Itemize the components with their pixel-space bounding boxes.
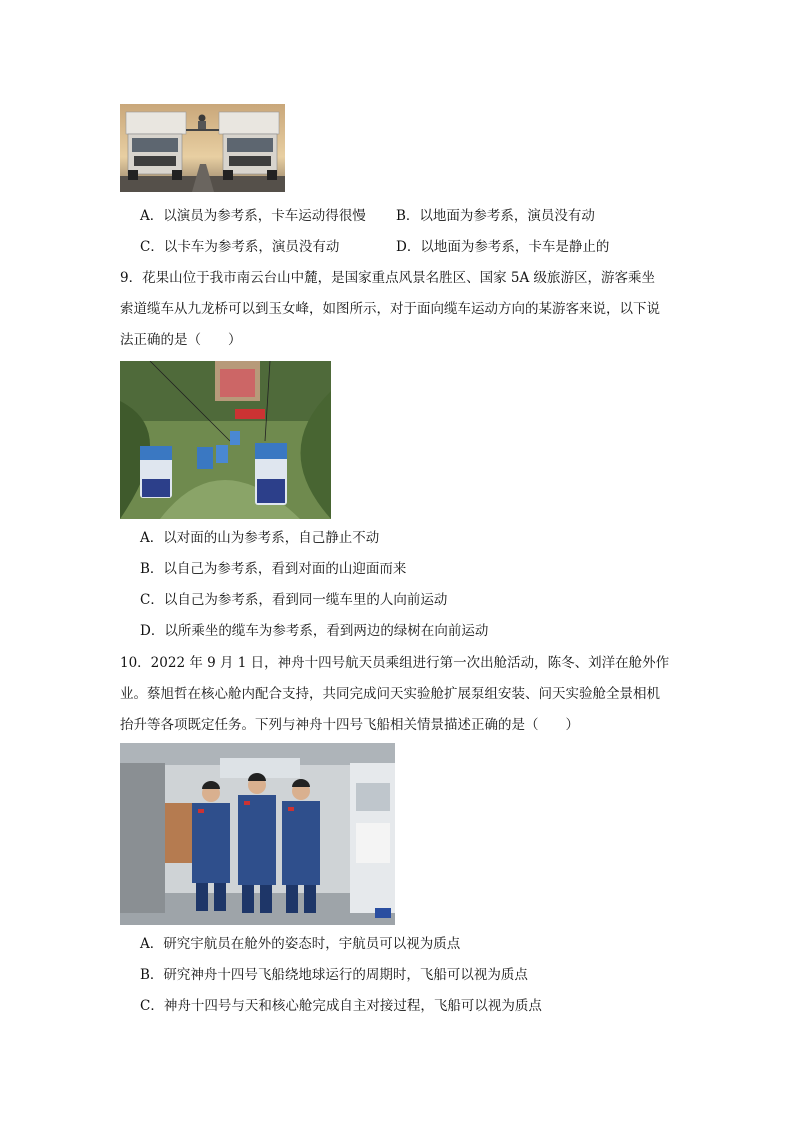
q8-option-a: A．以演员为参考系，卡车运动得很慢 bbox=[140, 208, 366, 224]
q9-option-c: C．以自己为参考系，看到同一缆车里的人向前运动 bbox=[140, 592, 448, 608]
q10-option-b: B．研究神舟十四号飞船绕地球运行的周期时，飞船可以视为质点 bbox=[140, 967, 528, 983]
q10-stem-line-3: 抬升等各项既定任务。下列与神舟十四号飞船相关情景描述正确的是（ ） bbox=[120, 717, 579, 733]
q9-option-a: A．以对面的山为参考系，自己静止不动 bbox=[140, 530, 380, 546]
q9-stem-line-3: 法正确的是（ ） bbox=[120, 332, 242, 348]
cable-car-photo bbox=[120, 361, 331, 519]
q10-option-a: A．研究宇航员在舱外的姿态时，宇航员可以视为质点 bbox=[140, 936, 461, 952]
q9-stem-line-2: 索道缆车从九龙桥可以到玉女峰，如图所示，对于面向缆车运动方向的某游客来说，以下说 bbox=[120, 301, 660, 317]
q9-stem-line-1: 9．花果山位于我市南云台山中麓，是国家重点风景名胜区、国家 5A 级旅游区，游客乘坐 bbox=[120, 270, 656, 286]
q8-option-c: C．以卡车为参考系，演员没有动 bbox=[140, 239, 340, 255]
q8-option-b: B．以地面为参考系，演员没有动 bbox=[396, 208, 595, 224]
q9-option-b: B．以自己为参考系，看到对面的山迎面而来 bbox=[140, 561, 407, 577]
q8-option-d: D．以地面为参考系，卡车是静止的 bbox=[396, 239, 610, 255]
trucks-photo bbox=[120, 104, 285, 192]
q10-option-c: C．神舟十四号与天和核心舱完成自主对接过程，飞船可以视为质点 bbox=[140, 998, 542, 1014]
q9-option-d: D．以所乘坐的缆车为参考系，看到两边的绿树在向前运动 bbox=[140, 623, 489, 639]
astronauts-photo bbox=[120, 743, 395, 925]
q10-stem-line-2: 业。蔡旭哲在核心舱内配合支持，共同完成问天实验舱扩展泵组安装、问天实验舱全景相机 bbox=[120, 686, 660, 702]
q10-stem-line-1: 10．2022 年 9 月 1 日，神舟十四号航天员乘组进行第一次出舱活动，陈冬、刘洋在舱外作 bbox=[120, 655, 670, 671]
